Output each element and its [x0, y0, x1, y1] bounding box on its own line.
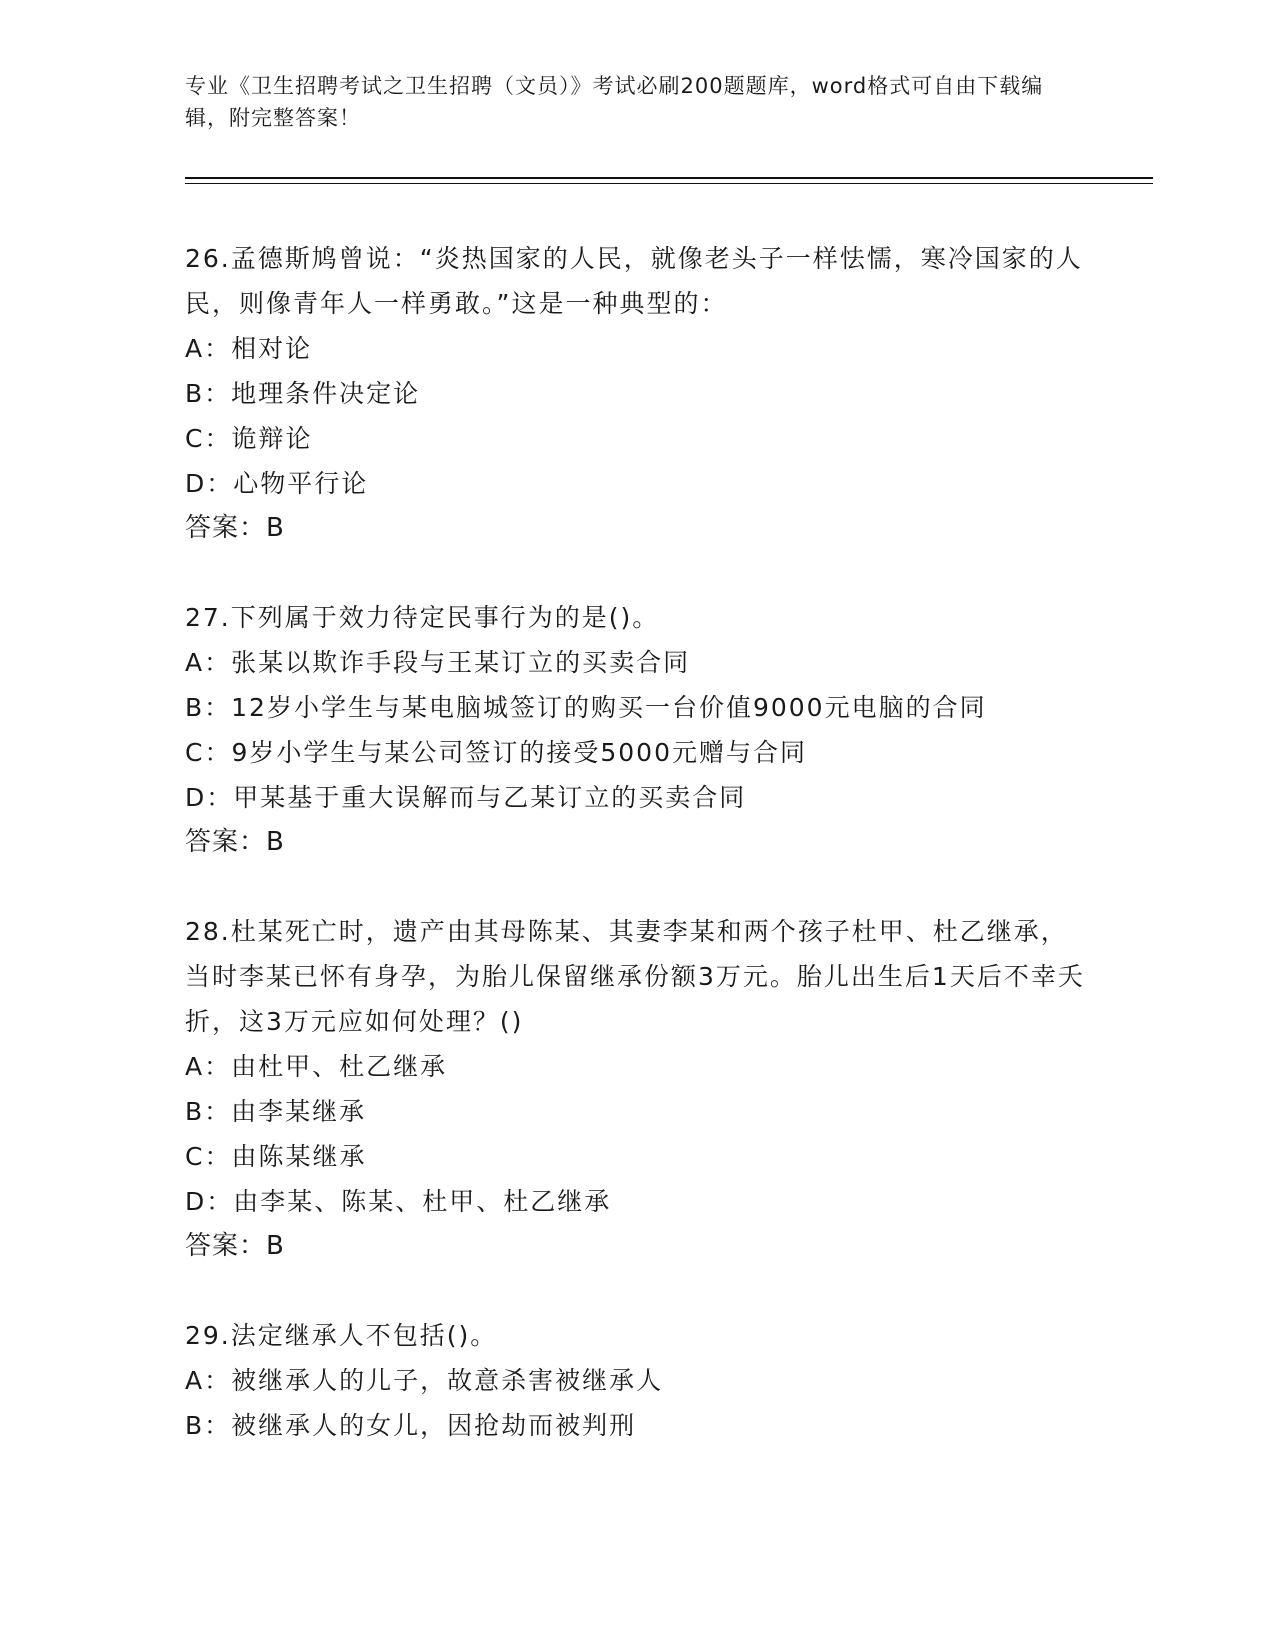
question-stem: 27.下列属于效力待定民事行为的是()。: [185, 603, 660, 632]
option-a: A：张某以欺诈手段与王某订立的买卖合同: [185, 648, 691, 677]
option-c: C：9岁小学生与某公司签订的接受5000元赠与合同: [185, 738, 807, 767]
answer-line: 答案：B: [185, 827, 285, 857]
option-d: D：甲某基于重大误解而与乙某订立的买卖合同: [185, 783, 747, 812]
answer-line: 答案：B: [185, 1231, 285, 1261]
option-b: B：由李某继承: [185, 1097, 367, 1126]
option-a: A：被继承人的儿子，故意杀害被继承人: [185, 1366, 664, 1395]
question-stem: 26.孟德斯鸠曾说：“炎热国家的人民，就像老头子一样怯懦，寒冷国家的人民，则像青年人一样勇敢。”这是一种典型的：: [185, 244, 1083, 318]
option-c: C：由陈某继承: [185, 1142, 367, 1171]
question-27: [185, 595, 1085, 865]
option-b: B：地理条件决定论: [185, 379, 421, 408]
question-28: [185, 909, 1085, 1269]
option-b: B：12岁小学生与某电脑城签订的购买一台价值9000元电脑的合同: [185, 693, 987, 722]
question-26: [185, 236, 1085, 551]
question-list: [185, 236, 1085, 1492]
option-b: B：被继承人的女儿，因抢劫而被判刑: [185, 1411, 637, 1440]
option-a: A：由杜甲、杜乙继承: [185, 1052, 448, 1081]
option-a: A：相对论: [185, 334, 313, 363]
option-d: D：由李某、陈某、杜甲、杜乙继承: [185, 1187, 612, 1216]
question-stem: 29.法定继承人不包括()。: [185, 1321, 498, 1350]
answer-line: 答案：B: [185, 513, 285, 543]
question-stem: 28.杜某死亡时，遗产由其母陈某、其妻李某和两个孩子杜甲、杜乙继承，当时李某已怀有身孕，为胎儿保留继承份额3万元。胎儿出生后1天后不幸夭折，这3万元应如何处理？(): [185, 917, 1085, 1036]
header-divider: [185, 177, 1153, 184]
document-header-note: 专业《卫生招聘考试之卫生招聘（文员）》考试必刷200题题库，word格式可自由下载编辑，附完整答案！: [185, 74, 1044, 130]
question-29: [185, 1313, 1085, 1448]
option-d: D：心物平行论: [185, 469, 369, 498]
option-c: C：诡辩论: [185, 424, 313, 453]
